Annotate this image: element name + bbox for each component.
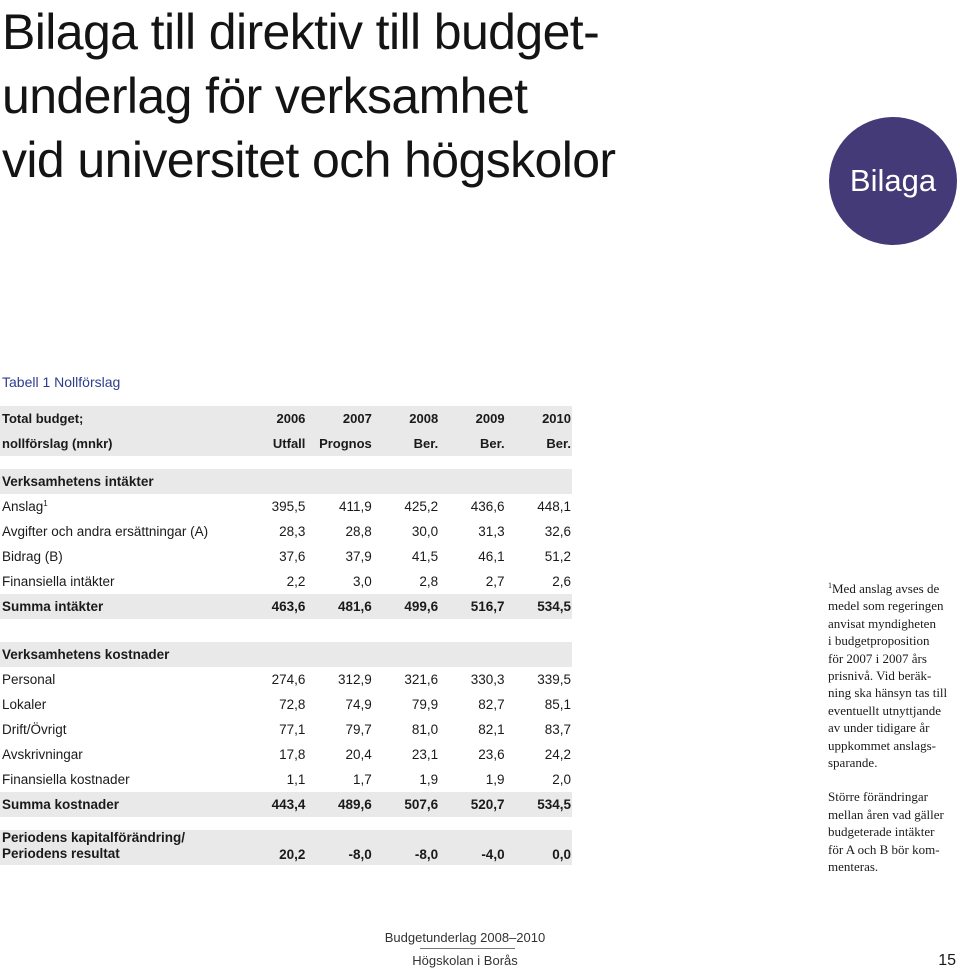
budget-table: [0, 406, 572, 865]
table-row: [0, 742, 572, 767]
row-label: Summa kostnader: [0, 792, 240, 817]
value-cell: -4,0: [439, 830, 505, 865]
value-cell: 274,6: [271, 672, 306, 687]
value-cell: 23,1: [411, 747, 439, 762]
value-cell: 41,5: [411, 549, 439, 564]
row-label: Personal: [2, 672, 56, 687]
footnote-marker: 1: [828, 581, 832, 590]
value-cell: -8,0: [373, 830, 439, 865]
sidenote: [828, 577, 960, 876]
section-title: Verksamhetens kostnader: [0, 642, 572, 667]
title-line: underlag för verksamhet: [2, 68, 528, 124]
value-cell: 520,7: [439, 792, 505, 817]
section-title-row: [0, 469, 572, 494]
value-cell: 23,6: [478, 747, 505, 762]
value-cell: 83,7: [544, 722, 571, 737]
value-cell: 3,0: [353, 574, 372, 589]
footnote-line: eventuellt utnyttjande: [828, 702, 941, 718]
section-title-row: [0, 642, 572, 667]
value-cell: 2,7: [485, 574, 505, 589]
value-cell: 31,3: [478, 524, 505, 539]
value-cell: 534,5: [506, 792, 572, 817]
result-label-line: Periodens resultat: [2, 846, 120, 861]
value-cell: 81,0: [411, 722, 439, 737]
value-cell: 32,6: [544, 524, 571, 539]
footnote-line: av under tidigare år: [828, 720, 930, 736]
note-line: mellan åren vad gäller: [828, 806, 944, 822]
header-cell: Prognos: [306, 431, 372, 456]
result-label-line: Periodens kapitalförändring/: [2, 830, 186, 845]
header-cell: 2009: [439, 406, 505, 431]
value-cell: 436,6: [470, 499, 505, 514]
sum-row: [0, 594, 572, 619]
footer-institution: Högskolan i Borås: [412, 953, 518, 968]
row-label: Anslag$^1$: [2, 499, 48, 514]
value-cell: 443,4: [240, 792, 306, 817]
value-cell: 395,5: [271, 499, 306, 514]
table-header-row: [0, 406, 572, 431]
row-label: Drift/Övrigt: [2, 722, 67, 737]
value-cell: 1,7: [353, 772, 372, 787]
value-cell: 2,8: [419, 574, 439, 589]
value-cell: 37,9: [345, 549, 372, 564]
value-cell: 46,1: [478, 549, 505, 564]
value-cell: 507,6: [373, 792, 439, 817]
header-cell: Ber.: [373, 431, 439, 456]
header-cell: nollförslag (mnkr): [0, 431, 240, 456]
value-cell: 72,8: [279, 697, 306, 712]
header-cell: 2010: [506, 406, 572, 431]
header-cell: Ber.: [506, 431, 572, 456]
footnote-line: i budgetproposition: [828, 633, 930, 649]
value-cell: 28,8: [345, 524, 372, 539]
header-cell: Ber.: [439, 431, 505, 456]
header-cell: Utfall: [240, 431, 306, 456]
footnote-line: prisnivå. Vid beräk-: [828, 668, 932, 684]
value-cell: 77,1: [279, 722, 306, 737]
value-cell: 2,6: [552, 574, 571, 589]
table-row: [0, 519, 572, 544]
value-cell: 30,0: [411, 524, 439, 539]
page-number: 15: [938, 952, 956, 969]
row-label: Lokaler: [2, 697, 47, 712]
result-row: [0, 830, 572, 865]
value-cell: 20,4: [345, 747, 372, 762]
footnote-line: $^1$Med anslag avses de: [828, 581, 940, 596]
table-row: [0, 569, 572, 594]
note-line: budgeterade intäkter: [828, 824, 935, 840]
value-cell: 82,1: [478, 722, 505, 737]
table-row: [0, 767, 572, 792]
value-cell: 28,3: [279, 524, 306, 539]
value-cell: 499,6: [373, 594, 439, 619]
row-label: Summa intäkter: [0, 594, 240, 619]
footnote-line: för 2007 i 2007 års: [828, 650, 927, 666]
section-title: Verksamhetens intäkter: [0, 469, 572, 494]
row-label: Finansiella intäkter: [2, 574, 115, 589]
footnote-line: ning ska hänsyn tas till: [828, 685, 948, 701]
value-cell: 330,3: [470, 672, 505, 687]
table-row: [0, 544, 572, 569]
value-cell: 321,6: [404, 672, 439, 687]
value-cell: 85,1: [544, 697, 571, 712]
row-label: Finansiella kostnader: [2, 772, 130, 787]
sum-row: [0, 792, 572, 817]
table-header-row: [0, 431, 572, 456]
title-line: Bilaga till direktiv till budget-: [2, 4, 600, 60]
row-label: Avgifter och andra ersättningar (A): [2, 524, 209, 539]
footnote-marker: 1: [43, 499, 48, 508]
note-2: [828, 788, 960, 875]
value-cell: 74,9: [345, 697, 372, 712]
footnote-line: uppkommet anslags-: [828, 737, 936, 753]
page-title: [2, 0, 615, 192]
note-line: för A och B bör kom-: [828, 841, 940, 857]
footnote-1: [828, 577, 960, 771]
value-cell: 534,5: [506, 594, 572, 619]
value-cell: 82,7: [478, 697, 505, 712]
value-cell: 79,7: [345, 722, 372, 737]
header-cell: 2006: [240, 406, 306, 431]
value-cell: 516,7: [439, 594, 505, 619]
footnote-line: medel som regeringen: [828, 598, 944, 614]
value-cell: 489,6: [306, 792, 372, 817]
value-cell: 0,0: [506, 830, 572, 865]
value-cell: 425,2: [404, 499, 439, 514]
note-line: Större förändringar: [828, 789, 928, 805]
bilaga-badge: Bilaga: [829, 117, 957, 245]
value-cell: 2,2: [286, 574, 306, 589]
footer-document-title: Budgetunderlag 2008–2010: [384, 930, 546, 945]
footer-divider: [420, 948, 515, 949]
table-row: [0, 494, 572, 519]
value-cell: 51,2: [544, 549, 571, 564]
header-cell: 2007: [306, 406, 372, 431]
footnote-line: sparande.: [828, 755, 878, 771]
row-label: Bidrag (B): [2, 549, 63, 564]
footnote-line: anvisat myndigheten: [828, 615, 936, 631]
value-cell: 481,6: [306, 594, 372, 619]
value-cell: 79,9: [411, 697, 439, 712]
value-cell: 24,2: [544, 747, 571, 762]
value-cell: 411,9: [339, 499, 372, 514]
table-row: [0, 667, 572, 692]
value-cell: 1,9: [419, 772, 439, 787]
table-caption: Tabell 1 Nollförslag: [2, 374, 121, 390]
value-cell: 2,0: [552, 772, 571, 787]
header-cell: 2008: [373, 406, 439, 431]
value-cell: 1,9: [485, 772, 505, 787]
value-cell: 463,6: [240, 594, 306, 619]
value-cell: 448,1: [537, 499, 571, 514]
table-row: [0, 717, 572, 742]
value-cell: -8,0: [306, 830, 372, 865]
row-label: [0, 830, 240, 865]
header-cell: Total budget;: [0, 406, 240, 431]
title-line: vid universitet och högskolor: [2, 132, 616, 188]
value-cell: 17,8: [279, 747, 306, 762]
value-cell: 1,1: [286, 772, 306, 787]
note-line: menteras.: [828, 859, 879, 875]
row-label: Avskrivningar: [2, 747, 83, 762]
value-cell: 312,9: [338, 672, 372, 687]
table-row: [0, 692, 572, 717]
value-cell: 37,6: [279, 549, 306, 564]
value-cell: 339,5: [537, 672, 571, 687]
value-cell: 20,2: [240, 830, 306, 865]
